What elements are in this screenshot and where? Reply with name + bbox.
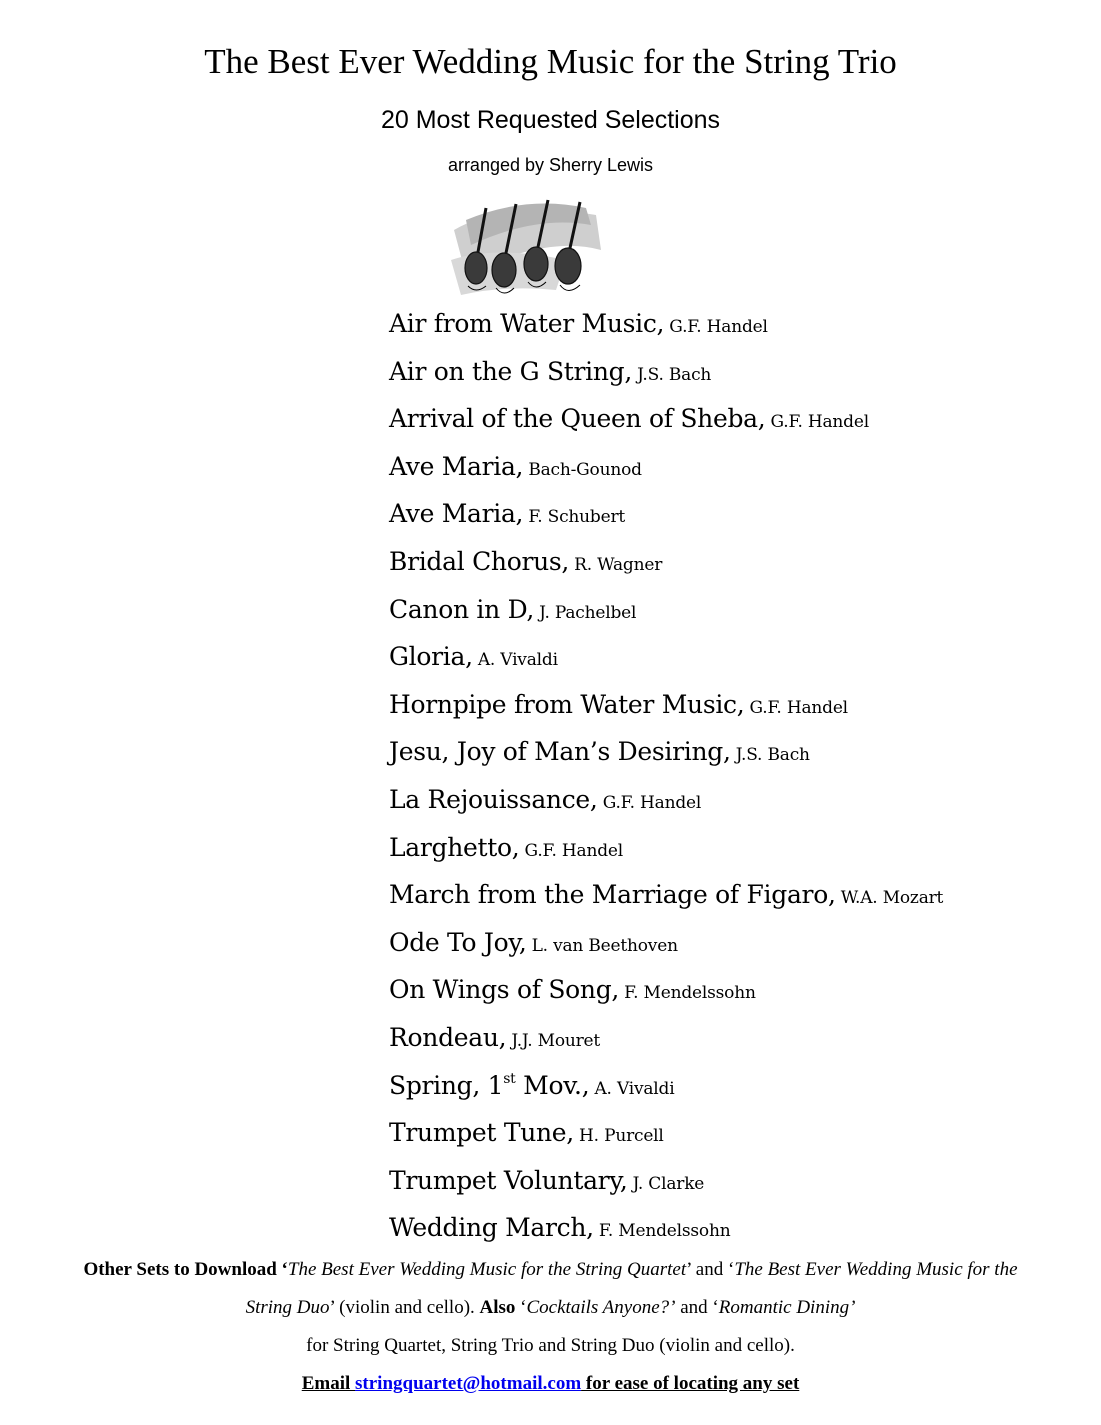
string-instruments-sketch-icon	[446, 190, 607, 305]
piece-title: Canon in D,	[389, 594, 535, 624]
list-item	[389, 443, 943, 491]
piece-title: Arrival of the Queen of Sheba,	[389, 404, 766, 434]
ordinal-suffix: st	[503, 1070, 516, 1087]
list-item	[389, 538, 943, 586]
piece-composer: J.S. Bach	[735, 745, 810, 766]
piece-composer: G.F. Handel	[749, 697, 848, 718]
list-item	[389, 586, 943, 634]
other-sets-lead: Other Sets to Download ‘	[83, 1259, 288, 1280]
piece-composer: G.F. Handel	[602, 792, 702, 813]
piece-composer: F. Mendelssohn	[624, 983, 756, 1004]
piece-composer: F. Schubert	[528, 507, 626, 528]
list-item	[389, 1109, 943, 1157]
piece-title	[389, 1071, 589, 1100]
list-item	[389, 395, 943, 443]
arranger-credit: arranged by Sherry Lewis	[447, 155, 654, 175]
piece-title: Ode To Joy,	[389, 927, 527, 957]
document-subtitle: 20 Most Requested Selections	[380, 106, 721, 134]
list-item	[389, 1062, 943, 1110]
piece-title: On Wings of Song,	[389, 975, 620, 1005]
piece-composer: Bach-Gounod	[528, 459, 642, 480]
piece-composer: J.J. Mouret	[511, 1030, 601, 1051]
connector-text: ’ and ‘	[686, 1259, 735, 1280]
set-title-quartet: The Best Ever Wedding Music for the String Quartet	[287, 1259, 687, 1280]
piece-composer: G.F. Handel	[669, 317, 768, 337]
list-item	[389, 633, 943, 681]
list-item	[389, 966, 943, 1014]
also-label: Also	[479, 1297, 516, 1318]
set-title-romantic-dining: Romantic Dining’	[718, 1297, 856, 1318]
list-item	[389, 1204, 943, 1252]
email-line	[60, 1365, 1041, 1403]
piece-composer: H. Purcell	[579, 1126, 664, 1147]
other-sets-paragraph	[60, 1251, 1041, 1365]
piece-title: Air on the G String,	[389, 356, 633, 386]
email-tail: for ease of locating any set	[581, 1373, 800, 1394]
selection-list	[389, 300, 943, 1252]
connector-text: and ‘	[675, 1297, 719, 1318]
connector-text: ‘	[515, 1297, 527, 1318]
piece-composer: A. Vivaldi	[594, 1078, 675, 1099]
piece-title: Jesu, Joy of Man’s Desiring,	[389, 737, 731, 767]
piece-composer: G.F. Handel	[770, 412, 869, 433]
list-item	[389, 490, 943, 538]
set-title-duo: The Best Ever Wedding Music for the String Duo	[245, 1259, 1018, 1318]
piece-composer: W.A. Mozart	[840, 888, 944, 909]
piece-composer: J. Clarke	[632, 1173, 705, 1194]
list-item	[389, 681, 943, 729]
piece-title: Larghetto,	[389, 832, 520, 862]
piece-title: Ave Maria,	[389, 451, 524, 481]
piece-composer: F. Mendelssohn	[598, 1221, 731, 1242]
list-item	[389, 871, 943, 919]
piece-composer: L. van Beethoven	[531, 935, 678, 956]
piece-composer: J.S. Bach	[637, 364, 712, 385]
piece-title: Trumpet Tune,	[389, 1118, 574, 1148]
piece-title: Hornpipe from Water Music,	[389, 689, 745, 719]
email-link[interactable]: stringquartet@hotmail.com	[355, 1373, 582, 1394]
piece-composer: G.F. Handel	[524, 840, 623, 861]
email-label: Email	[301, 1373, 356, 1394]
piece-title-suffix: Mov.,	[515, 1070, 590, 1100]
set-title-cocktails: Cocktails Anyone?’	[526, 1297, 676, 1318]
piece-title: March from the Marriage of Figaro,	[389, 880, 836, 910]
piece-title: Rondeau,	[389, 1022, 507, 1052]
document-title: The Best Ever Wedding Music for the String Trio	[204, 42, 897, 81]
list-item	[389, 300, 943, 348]
piece-title: Air from Water Music,	[389, 309, 665, 338]
list-item	[389, 348, 943, 396]
piece-composer: A. Vivaldi	[477, 650, 558, 671]
piece-title: Ave Maria,	[389, 499, 524, 529]
list-item	[389, 824, 943, 872]
piece-title: Gloria,	[389, 642, 473, 672]
piece-composer: J. Pachelbel	[539, 602, 637, 623]
list-item	[389, 776, 943, 824]
piece-title: Bridal Chorus,	[389, 546, 570, 576]
piece-title: La Rejouissance,	[389, 784, 598, 814]
piece-title-prefix: Spring, 1	[389, 1070, 504, 1100]
list-item	[389, 1157, 943, 1205]
list-item	[389, 728, 943, 776]
download-notice	[60, 1251, 1041, 1403]
instrumentation-note: for String Quartet, String Trio and String Duo (violin and cello).	[306, 1335, 795, 1356]
piece-composer: R. Wagner	[574, 554, 663, 575]
list-item	[389, 919, 943, 967]
connector-text: ’ (violin and cello).	[329, 1297, 480, 1318]
piece-title: Wedding March,	[389, 1213, 594, 1243]
list-item	[389, 1014, 943, 1062]
piece-title: Trumpet Voluntary,	[389, 1165, 628, 1195]
